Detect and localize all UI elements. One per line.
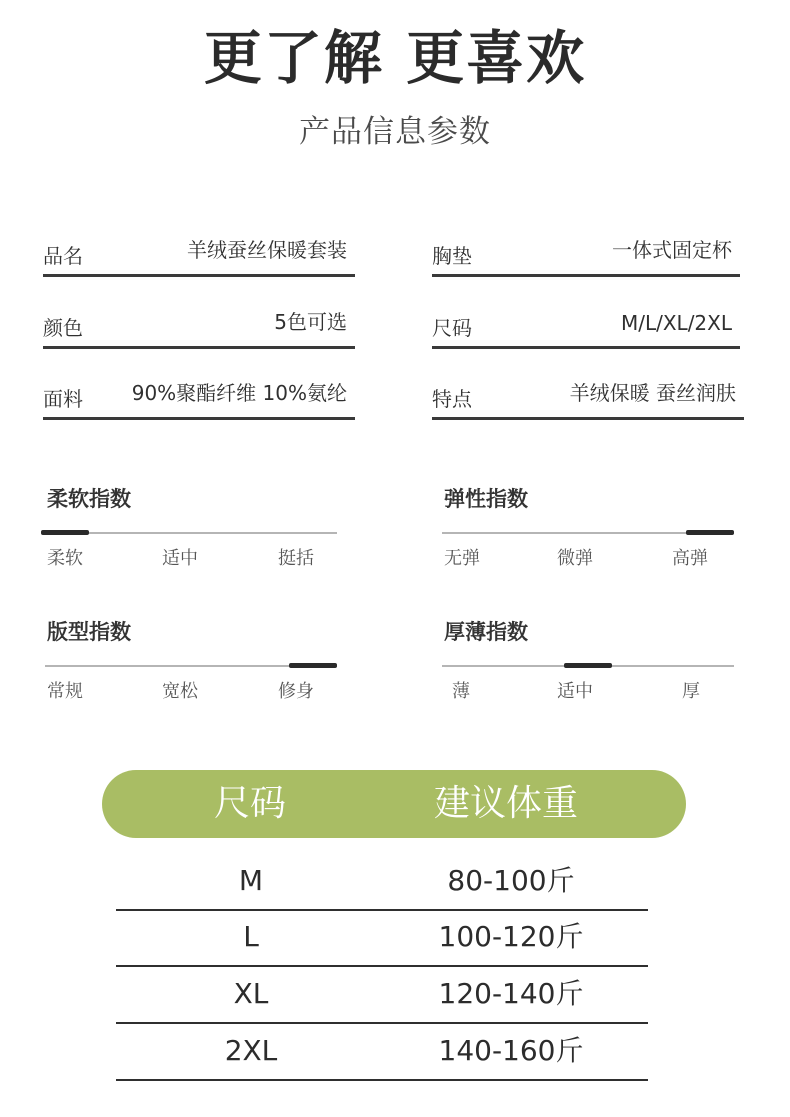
- index-option: 常规: [47, 681, 83, 702]
- index-marker: [686, 530, 734, 535]
- fit-index: [45, 618, 337, 708]
- thickness-index: [442, 618, 734, 708]
- spec-label: 尺码: [432, 316, 472, 340]
- page-subtitle: 产品信息参数: [299, 114, 491, 150]
- spec-label: 特点: [432, 387, 472, 411]
- spec-value: 一体式固定杯: [612, 238, 732, 262]
- index-title: 厚薄指数: [444, 620, 528, 644]
- elasticity-index: [442, 485, 734, 575]
- index-marker: [41, 530, 89, 535]
- spec-divider: [43, 274, 355, 277]
- size-cell: 2XL: [224, 1034, 278, 1067]
- softness-index: [45, 485, 337, 575]
- index-option: 修身: [278, 681, 314, 702]
- spec-row-name: [43, 237, 355, 277]
- spec-row-feature: [432, 380, 744, 420]
- row-divider: [116, 965, 648, 967]
- spec-value: 90%聚酯纤维 10%氨纶: [131, 381, 347, 405]
- spec-divider: [432, 346, 740, 349]
- index-option: 适中: [162, 548, 198, 569]
- spec-divider: [432, 417, 744, 420]
- spec-divider: [432, 274, 740, 277]
- table-row: [116, 968, 648, 1024]
- spec-label: 面料: [43, 387, 83, 411]
- size-cell: L: [243, 920, 259, 953]
- spec-divider: [43, 417, 355, 420]
- index-option: 适中: [557, 681, 593, 702]
- index-option: 宽松: [162, 681, 198, 702]
- index-option: 无弹: [444, 548, 480, 569]
- index-marker: [289, 663, 337, 668]
- weight-cell: 80-100斤: [447, 864, 575, 897]
- page-title: 更了解 更喜欢: [203, 24, 587, 92]
- spec-row-size: [432, 309, 740, 349]
- index-option: 薄: [452, 681, 470, 702]
- index-option: 微弹: [557, 548, 593, 569]
- weight-cell: 120-140斤: [438, 977, 584, 1010]
- row-divider: [116, 1022, 648, 1024]
- spec-value: 5色可选: [274, 310, 347, 334]
- weight-column-header: 建议体重: [434, 783, 579, 824]
- table-row: [116, 1025, 648, 1081]
- spec-value: 羊绒蚕丝保暖套装: [187, 238, 347, 262]
- index-title: 版型指数: [47, 620, 131, 644]
- spec-row-chest-pad: [432, 237, 740, 277]
- index-option: 挺括: [278, 548, 314, 569]
- index-option: 厚: [682, 681, 700, 702]
- spec-divider: [43, 346, 355, 349]
- spec-value: 羊绒保暖 蚕丝润肤: [569, 381, 736, 405]
- table-row: [116, 911, 648, 967]
- index-option: 柔软: [47, 548, 83, 569]
- table-row: [116, 855, 648, 911]
- size-column-header: 尺码: [214, 783, 287, 824]
- spec-label: 品名: [43, 244, 83, 268]
- size-table-header: [102, 770, 686, 838]
- size-cell: XL: [233, 977, 269, 1010]
- index-marker: [564, 663, 612, 668]
- spec-row-color: [43, 309, 355, 349]
- index-title: 柔软指数: [47, 487, 131, 511]
- weight-cell: 140-160斤: [438, 1034, 584, 1067]
- spec-label: 胸垫: [432, 244, 472, 268]
- spec-label: 颜色: [43, 316, 83, 340]
- index-option: 高弹: [672, 548, 708, 569]
- weight-cell: 100-120斤: [438, 920, 584, 953]
- spec-row-fabric: [43, 380, 355, 420]
- row-divider: [116, 1079, 648, 1081]
- index-title: 弹性指数: [444, 487, 528, 511]
- spec-value: M/L/XL/2XL: [620, 311, 732, 335]
- size-cell: M: [238, 864, 264, 897]
